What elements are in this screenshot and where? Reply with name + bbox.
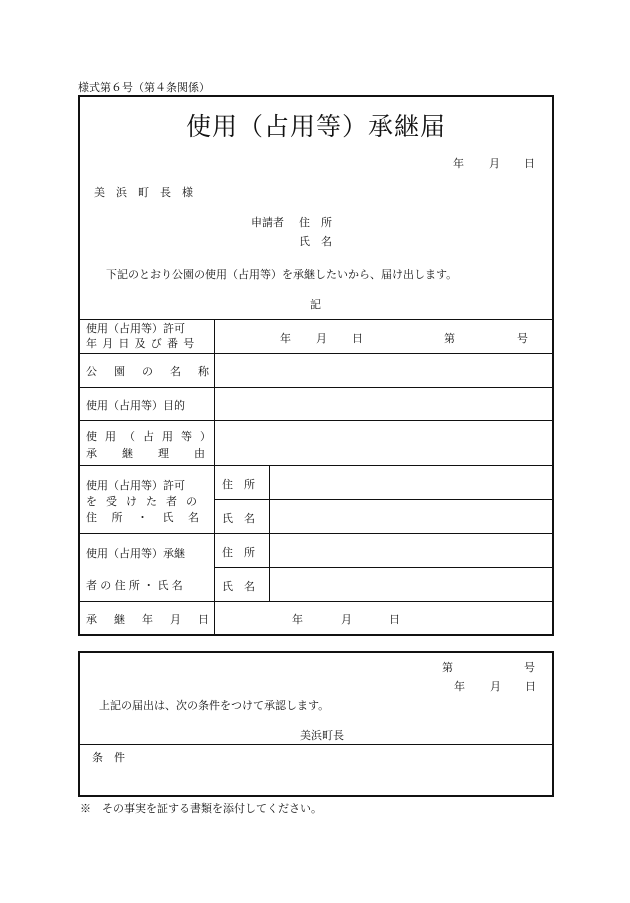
permit-month: 月 [316, 332, 327, 345]
row-divider [80, 387, 552, 388]
row-divider [80, 533, 552, 534]
approval-dai: 第 [442, 661, 453, 674]
approval-text: 上記の届出は、次の条件をつけて承認します。 [99, 699, 330, 712]
row-divider [80, 353, 552, 354]
column-divider [269, 465, 270, 601]
reason-field[interactable] [220, 424, 545, 461]
succession-date-label: 承継年月日 [86, 613, 226, 626]
successor-name-label: 氏 名 [222, 580, 255, 593]
applicant-label: 申請者 [251, 216, 284, 229]
holder-name-label: 氏 名 [222, 512, 255, 525]
reason-label-line2: 承継理由 [86, 447, 230, 460]
holder-label-line1: 使用（占用等）許可 [86, 479, 185, 492]
permit-year: 年 [280, 332, 291, 345]
row-divider [80, 465, 552, 466]
holder-address-field[interactable] [275, 469, 545, 495]
succession-day: 日 [389, 613, 400, 626]
permit-dai: 第 [444, 332, 455, 345]
application-form [78, 95, 554, 636]
date-day-label: 日 [524, 157, 535, 170]
holder-label-line3: 住所・氏名 [86, 511, 214, 524]
table-top-border [80, 319, 552, 320]
form-number: 様式第６号（第４条関係） [78, 81, 210, 94]
holder-label-line2: を受けた者の [86, 495, 206, 508]
permit-day: 日 [352, 332, 363, 345]
park-name-field[interactable] [220, 357, 545, 383]
mayor-label: 美浜町長 [300, 729, 344, 742]
addressee: 美 浜 町 長 様 [94, 186, 193, 199]
approval-go: 号 [524, 661, 535, 674]
date-year-label: 年 [453, 157, 464, 170]
succession-month: 月 [341, 613, 352, 626]
successor-label-line1: 使用（占用等）承継 [86, 547, 185, 560]
reason-label-line1: 使用（占用等） [86, 430, 219, 443]
park-name-label: 公園の名称 [86, 365, 226, 378]
intro-text: 下記のとおり公園の使用（占用等）を承継したいから、届け出します。 [106, 268, 458, 281]
permit-label: 使用（占用等）許可 年月日及び番号 [86, 322, 200, 350]
row-divider [80, 601, 552, 602]
footnote: ※ その事実を証する書類を添付してください。 [80, 802, 322, 815]
conditions-label: 条 件 [92, 751, 125, 764]
successor-address-label: 住 所 [222, 546, 255, 559]
approval-section [78, 651, 554, 797]
approval-month: 月 [490, 680, 501, 693]
holder-address-label: 住 所 [222, 478, 255, 491]
purpose-field[interactable] [220, 391, 545, 417]
successor-name-field[interactable] [275, 571, 545, 597]
row-divider [214, 567, 552, 568]
successor-label-line2: 者の住所・氏名 [86, 579, 187, 592]
ki-label: 記 [310, 298, 321, 311]
purpose-label: 使用（占用等）目的 [86, 399, 185, 412]
permit-go: 号 [517, 332, 528, 345]
holder-name-field[interactable] [275, 503, 545, 529]
row-divider [80, 420, 552, 421]
form-title: 使用（占用等）承継届 [185, 112, 446, 141]
date-month-label: 月 [489, 157, 500, 170]
conditions-field[interactable] [140, 749, 545, 789]
applicant-name-label: 氏 名 [299, 235, 332, 248]
approval-day: 日 [525, 680, 536, 693]
row-divider [214, 499, 552, 500]
succession-year: 年 [292, 613, 303, 626]
applicant-address-label: 住 所 [299, 216, 332, 229]
conditions-divider [80, 744, 552, 745]
approval-year: 年 [454, 680, 465, 693]
successor-address-field[interactable] [275, 537, 545, 563]
